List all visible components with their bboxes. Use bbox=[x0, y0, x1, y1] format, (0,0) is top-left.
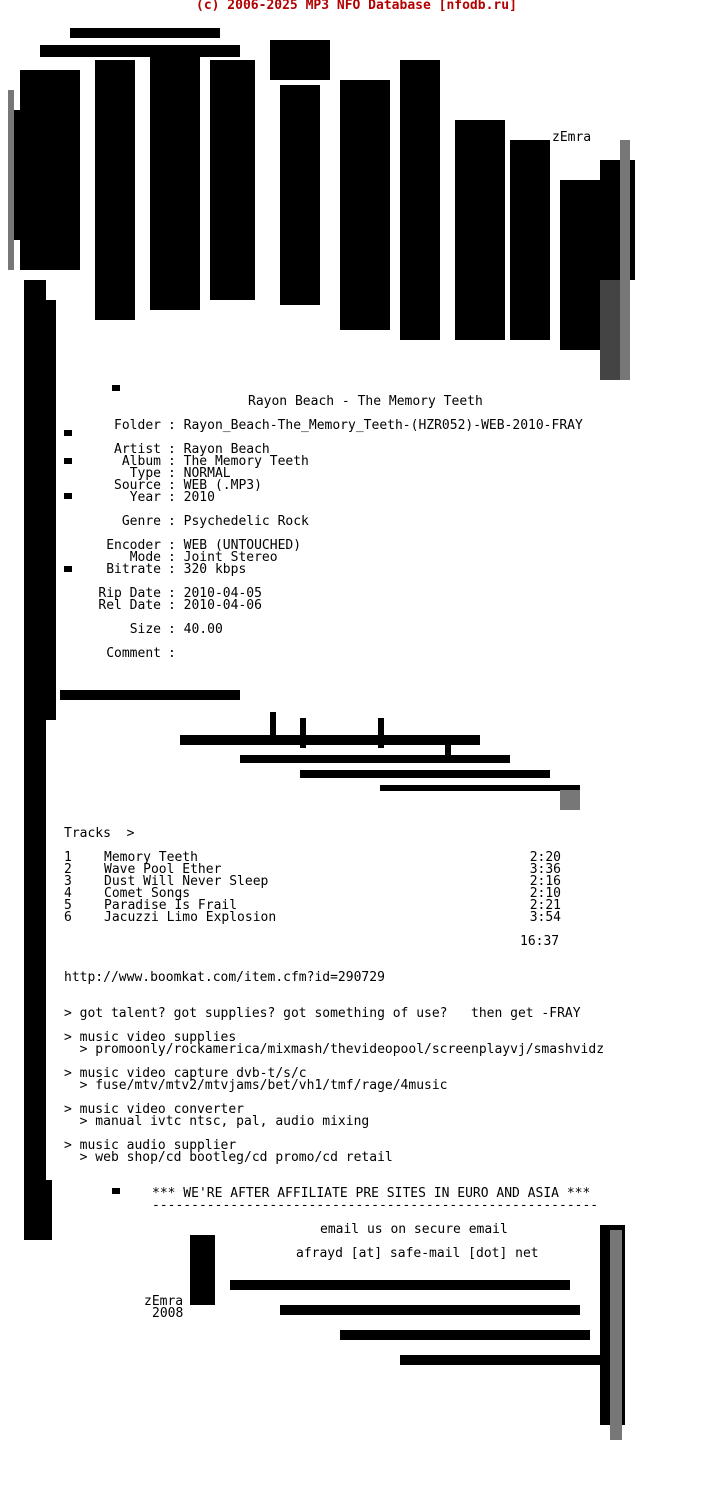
field-value: : 320 kbps bbox=[168, 562, 247, 577]
field-value: : Psychedelic Rock bbox=[168, 514, 309, 529]
track-title: Comet Songs bbox=[104, 886, 191, 901]
track-duration: 2:16 bbox=[529, 874, 561, 889]
field-label: Genre bbox=[121, 514, 161, 529]
track-duration: 3:36 bbox=[529, 862, 561, 877]
field-value: : Rayon Beach bbox=[168, 442, 270, 457]
field-label: Encoder bbox=[106, 538, 161, 553]
field-label: Album bbox=[121, 454, 161, 469]
track-number: 5 bbox=[64, 898, 72, 913]
field-value: : 40.00 bbox=[168, 622, 223, 637]
field-label: Mode bbox=[129, 550, 161, 565]
ads-tagline: > got talent? got supplies? got something of use? then get -FRAY bbox=[64, 1006, 581, 1021]
track-title: Dust Will Never Sleep bbox=[104, 874, 269, 889]
field-label: Type bbox=[129, 466, 161, 481]
contact-email: afrayd [at] safe-mail [dot] net bbox=[296, 1246, 539, 1261]
ad-heading: > music audio supplier bbox=[64, 1138, 237, 1153]
track-number: 3 bbox=[64, 874, 72, 889]
tracks-heading: Tracks > bbox=[64, 826, 135, 841]
field-label: Source bbox=[114, 478, 161, 493]
footer-credit-year: 2008 bbox=[152, 1306, 184, 1321]
track-duration: 2:10 bbox=[529, 886, 561, 901]
ad-heading: > music video converter bbox=[64, 1102, 245, 1117]
ad-detail: > promoonly/rockamerica/mixmash/thevideopool/screenplayvj/smashvidz bbox=[64, 1042, 605, 1057]
field-label: Rip Date bbox=[98, 586, 161, 601]
ad-heading: > music video capture dvb-t/s/c bbox=[64, 1066, 307, 1081]
release-title: Rayon Beach - The Memory Teeth bbox=[248, 394, 483, 409]
track-number: 6 bbox=[64, 910, 72, 925]
ad-detail: > fuse/mtv/mtv2/mtvjams/bet/vh1/tmf/rage/4music bbox=[64, 1078, 448, 1093]
field-value: : 2010-04-06 bbox=[168, 598, 262, 613]
field-value: : The Memory Teeth bbox=[168, 454, 309, 469]
track-title: Memory Teeth bbox=[104, 850, 198, 865]
track-title: Jacuzzi Limo Explosion bbox=[104, 910, 277, 925]
track-duration: 3:54 bbox=[529, 910, 561, 925]
site-header: (c) 2006-2025 MP3 NFO Database [nfodb.ru] bbox=[196, 0, 517, 13]
footer-credit-name: zEmra bbox=[144, 1294, 184, 1309]
track-duration: 2:21 bbox=[529, 898, 561, 913]
field-label: Artist bbox=[114, 442, 161, 457]
track-duration: 2:20 bbox=[529, 850, 561, 865]
field-value: : Joint Stereo bbox=[168, 550, 278, 565]
field-value: : NORMAL bbox=[168, 466, 231, 481]
ad-heading: > music video supplies bbox=[64, 1030, 237, 1045]
track-number: 2 bbox=[64, 862, 72, 877]
field-label: Bitrate bbox=[106, 562, 161, 577]
track-title: Paradise Is Frail bbox=[104, 898, 238, 913]
release-url[interactable]: http://www.boomkat.com/item.cfm?id=290729 bbox=[64, 970, 385, 985]
field-value: : WEB (UNTOUCHED) bbox=[168, 538, 302, 553]
field-value: : 2010-04-05 bbox=[168, 586, 262, 601]
track-number: 1 bbox=[64, 850, 72, 865]
contact-line-1: email us on secure email bbox=[320, 1222, 508, 1237]
field-label: Size bbox=[129, 622, 161, 637]
affiliate-underline: --------------------------------------------------------- bbox=[152, 1198, 599, 1213]
field-label: Rel Date bbox=[98, 598, 161, 613]
field-label: Folder bbox=[114, 418, 161, 433]
field-value: : Rayon_Beach-The_Memory_Teeth-(HZR052)-WEB-2010-FRAY bbox=[168, 418, 583, 433]
track-title: Wave Pool Ether bbox=[104, 862, 222, 877]
logo-credit: zEmra bbox=[552, 130, 592, 145]
field-label: Year bbox=[129, 490, 161, 505]
field-value: : bbox=[168, 646, 184, 661]
ad-detail: > manual ivtc ntsc, pal, audio mixing bbox=[64, 1114, 370, 1129]
track-number: 4 bbox=[64, 886, 72, 901]
field-value: : WEB (.MP3) bbox=[168, 478, 262, 493]
field-value: : 2010 bbox=[168, 490, 215, 505]
affiliate-notice: *** WE'RE AFTER AFFILIATE PRE SITES IN EURO AND ASIA *** bbox=[152, 1186, 591, 1201]
tracks-total: 16:37 bbox=[520, 934, 560, 949]
ad-detail: > web shop/cd bootleg/cd promo/cd retail bbox=[64, 1150, 393, 1165]
field-label: Comment bbox=[106, 646, 161, 661]
